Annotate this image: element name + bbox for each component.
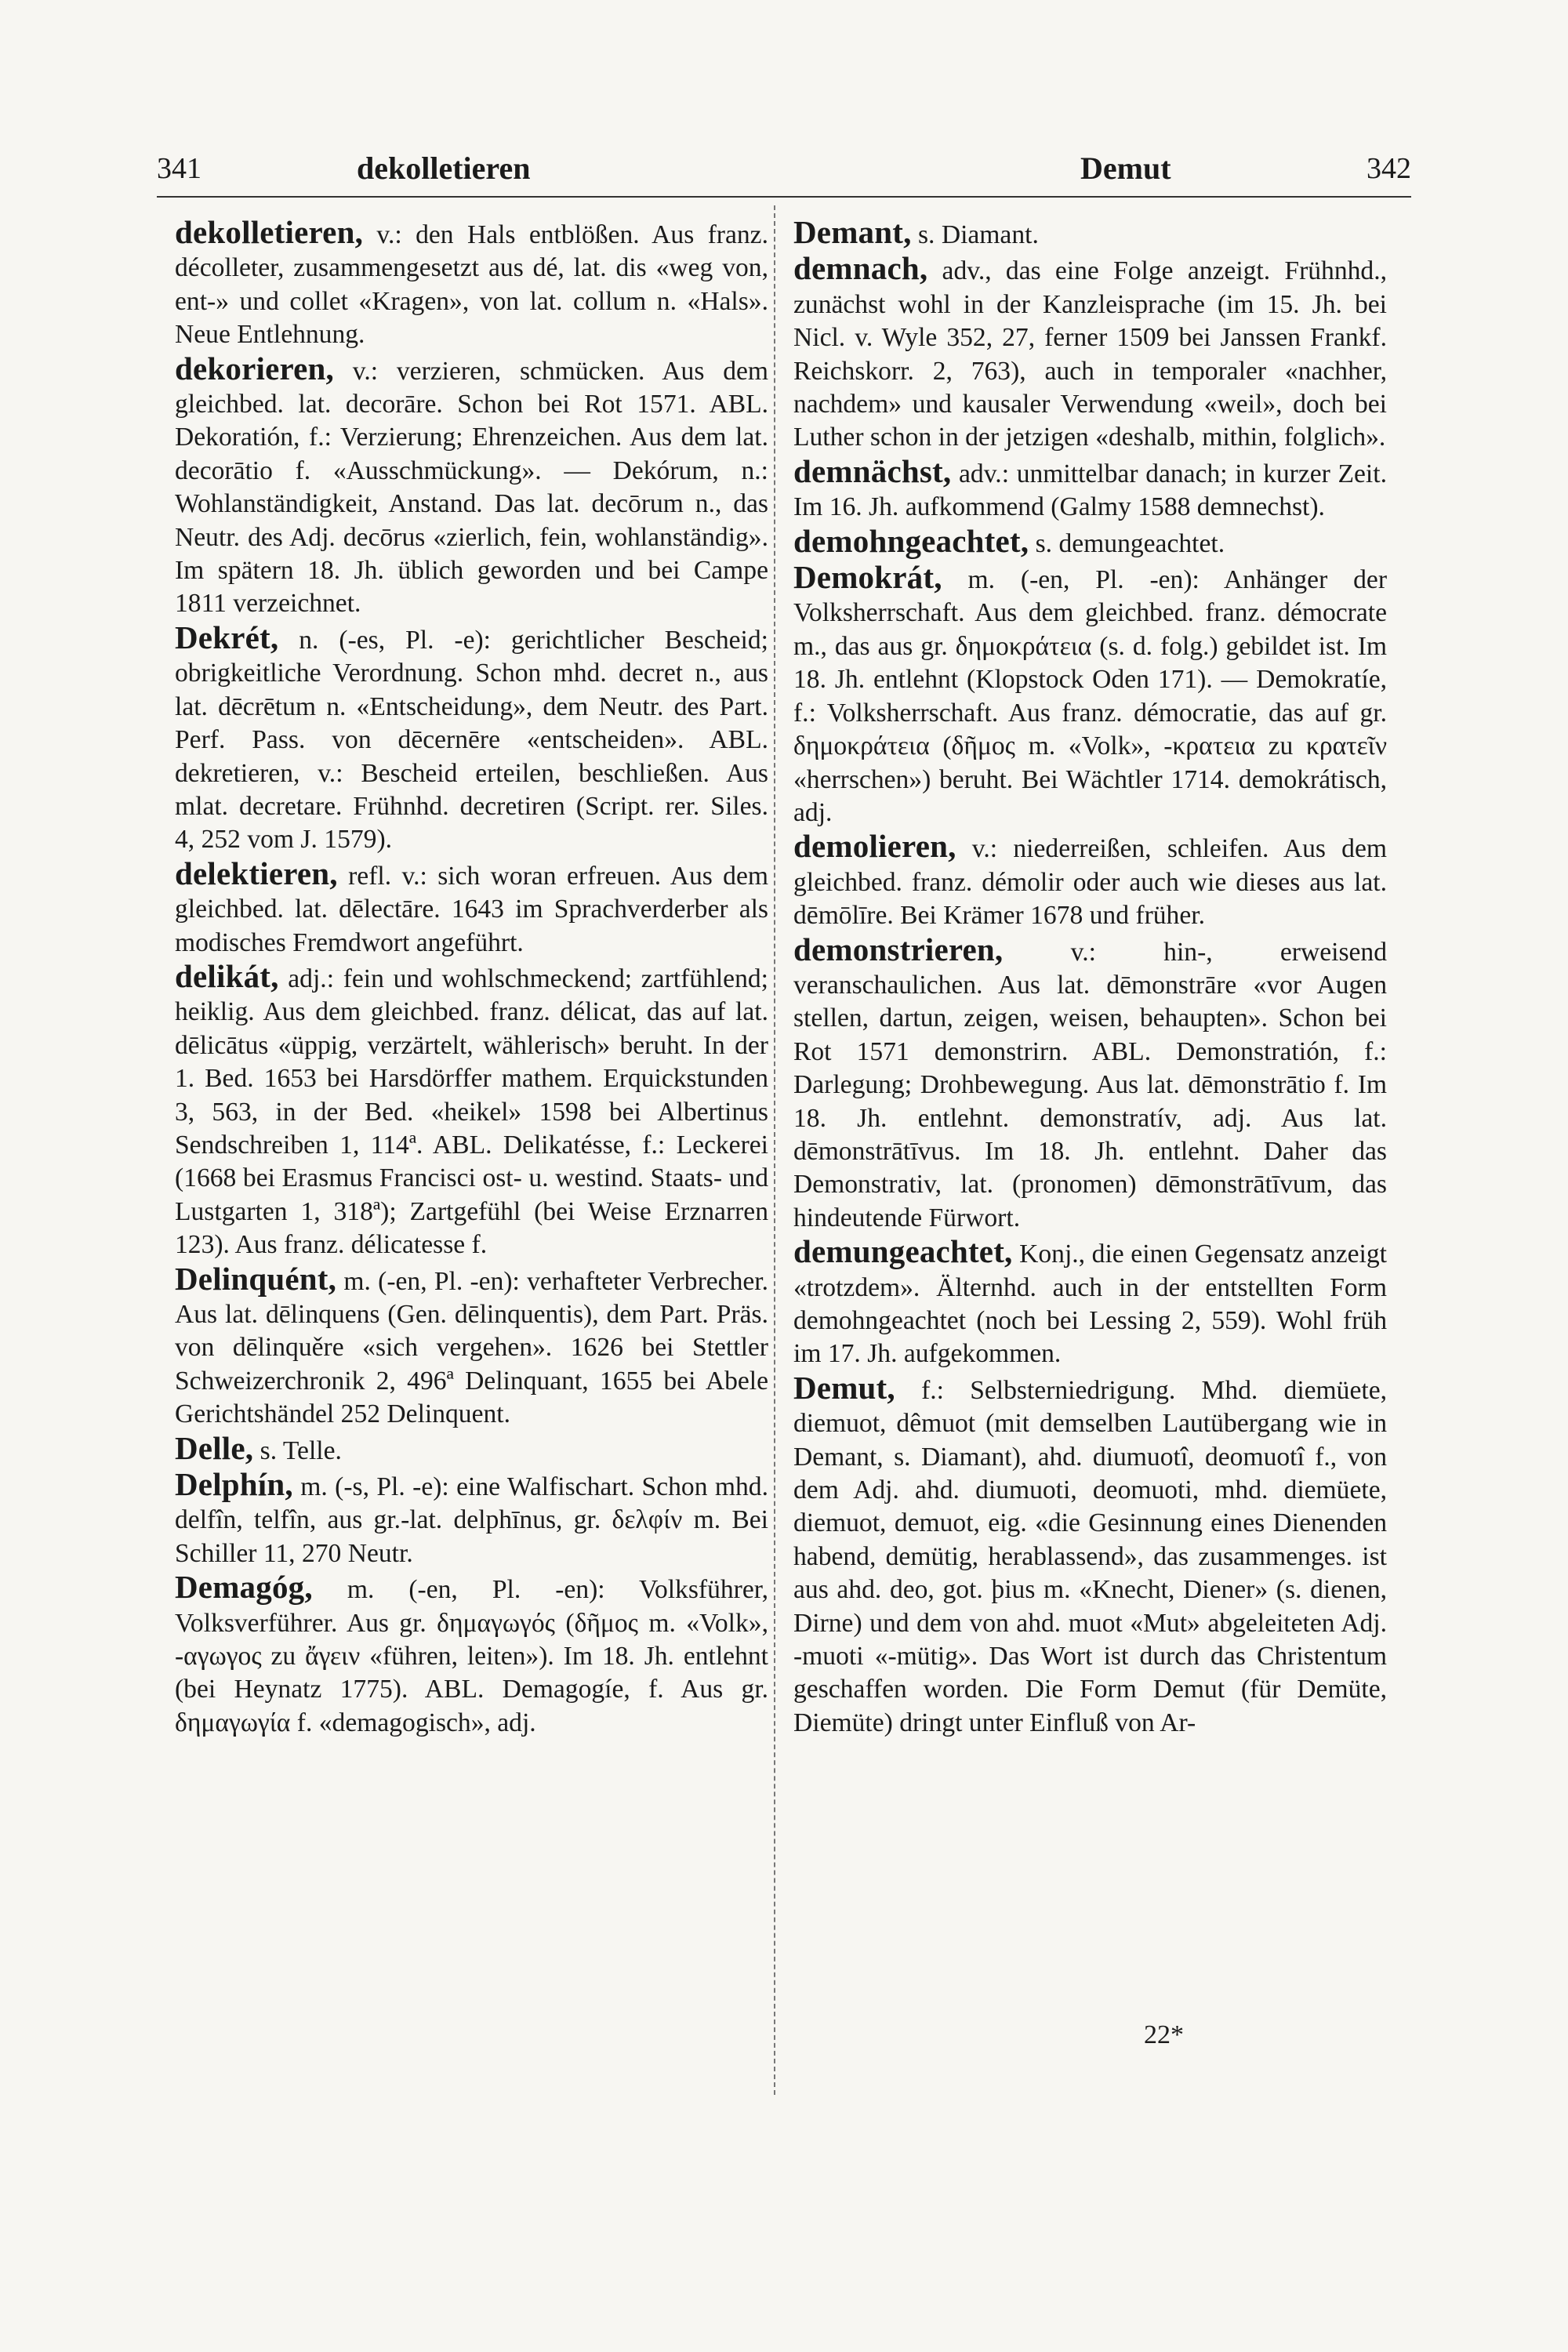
entry-text: adj.: fein und wohlschmeckend; zartfühlend; heiklig. Aus dem gleichbed. franz. délicat, das auf lat. dēlicātus «üppig, verzärtelt, wählerisch» beruht. In der 1. Bed. 1653 bei Harsdörffer mathem. Erquickstunden 3, 563, in der Bed. «heikel» 1598 bei Albertinus Sendschreiben 1, 114ª. ABL. Delikatésse, f.: Leckerei (1668 bei Erasmus Francisci ost- u. westind. Staats- und Lustgarten 1, 318ª); Zartgefühl (bei Weise Erznarren 123). Aus franz. délicatesse f. (175, 964, 768, 1260)
dictionary-entry (793, 452, 1387, 524)
dictionary-entry (793, 252, 1387, 454)
header-rule (157, 196, 1411, 198)
right-column (793, 216, 1387, 1740)
page-header (157, 149, 1411, 196)
entry-lemma: demolieren, (793, 828, 956, 865)
entry-text: v.: den Hals entblößen. Aus franz. décolleter, zusammengesetzt aus dé, lat. dis «weg von, ent-» und collet «Kragen», von lat. collum n. «Hals». Neue Entlehnung. (175, 220, 768, 350)
dictionary-entry (175, 1570, 768, 1740)
entry-text: m. (-en, Pl. -en): verhafteter Verbrecher. Aus lat. dēlinquens (Gen. dēlinquentis), dem Part. Präs. von dēlinquěre «sich vergehen». 1626 bei Stettler Schweizerchronik 2, 496ª Delinquant, 1655 bei Abele Gerichtshändel 252 Delinquent. (175, 1266, 768, 1429)
left-column (175, 216, 768, 1740)
dictionary-entry (793, 216, 1387, 252)
entry-lemma: Delinquént, (175, 1260, 337, 1297)
entry-text: n. (-es, Pl. -e): gerichtlicher Bescheid; obrigkeitliche Verordnung. Schon mhd. decret n., aus lat. dēcrētum n. «Entscheidung», dem Neutr. des Part. Perf. Pass. von dēcernēre «entscheiden». ABL. dekretieren, v.: Bescheid erteilen, beschließen. Aus mlat. decretare. Frühnhd. decretiren (Script. rer. Siles. 4, 252 vom J. 1579). (175, 625, 768, 855)
entry-text: s. Telle. (253, 1436, 342, 1465)
dictionary-entry (175, 957, 768, 1262)
entry-lemma: Demagóg, (175, 1569, 313, 1606)
entry-lemma: dekorieren, (175, 350, 334, 387)
dictionary-entry (175, 621, 768, 857)
dictionary-entry (175, 857, 768, 960)
entry-lemma: dekolletieren, (175, 214, 364, 250)
entry-text: adv.: unmittelbar danach; in kurzer Zeit. Im 16. Jh. aufkommend (Galmy 1588 demnechst). (793, 459, 1387, 522)
dictionary-entry (175, 216, 768, 352)
entry-lemma: demungeachtet, (793, 1233, 1013, 1270)
dictionary-entry (793, 933, 1387, 1236)
entry-text: s. Diamant. (911, 220, 1039, 249)
entry-text: v.: hin-, erweisend veranschaulichen. Aus lat. dēmonstrāre «vor Augen stellen, dartun, zeigen, weisen, behaupten». Schon bei Rot 1571 demonstrirn. ABL. Demonstratión, f.: Darlegung; Drohbewegung. Aus lat. dēmonstrātio f. Im 18. Jh. entlehnt. demonstratív, adj. Aus lat. dēmonstrātīvus. Im 18. Jh. entlehnt. Daher das Demonstrativ, lat. (pronomen) dēmonstrātīvum, das hindeutende Fürwort. (793, 937, 1387, 1232)
page-number-left: 341 (157, 152, 201, 185)
entry-lemma: Dekrét, (175, 619, 279, 655)
entry-lemma: demohngeachtet, (793, 522, 1029, 559)
entry-lemma: delektieren, (175, 855, 338, 891)
column-divider (774, 205, 775, 2095)
dictionary-entry (175, 1468, 768, 1570)
entry-text: adv., das eine Folge anzeigt. Frühnhd., zunächst wohl in der Kanzleisprache (im 15. Jh. bei Nicl. v. Wyle 352, 27, ferner 1509 bei Janssen Frankf. Reichskorr. 2, 763), auch in temporaler «nachher, nachdem» und kausaler Verwendung «weil», doch bei Luther schon in der jetzigen «deshalb, mithin, folglich». (793, 256, 1387, 452)
dictionary-entry (793, 829, 1387, 932)
entry-lemma: Delle, (175, 1429, 254, 1466)
running-head-left: dekolletieren (357, 151, 531, 186)
entry-lemma: delikát, (175, 957, 279, 994)
entry-lemma: demonstrieren, (793, 931, 1004, 967)
entry-lemma: Demut, (793, 1369, 895, 1406)
dictionary-entry (175, 352, 768, 621)
entry-text: m. (-s, Pl. -e): eine Walfischart. Schon mhd. delfîn, telfîn, aus gr.-lat. delphīnus, gr. δελφίν m. Bei Schiller 11, 270 Neutr. (175, 1472, 768, 1568)
dictionary-entry (793, 524, 1387, 561)
entry-text: f.: Selbsterniedrigung. Mhd. diemüete, diemuot, dêmuot (mit demselben Lautübergang wie in Demant, s. Diamant), ahd. diumuotî, deomuotî f., von dem Adj. ahd. diumuoti, deomuoti, mhd. diemüete, diemuot, demuot, eig. «die Gesinnung eines Dienenden habend, demütig, herablassend», das zusammenges. ist aus ahd. deo, got. þius m. «Knecht, Diener» (s. dienen, Dirne) und dem von ahd. muot «Mut» abgeleiteten Adj. -muoti «-mütig». Das Wort ist durch das Christentum geschaffen worden. Die Form Demut (für Demüte, Diemüte) dringt unter Einfluß von Ar- (793, 1375, 1387, 1737)
entry-lemma: Demant, (793, 214, 912, 250)
running-head-right: Demut (1080, 151, 1171, 186)
entry-lemma: demnächst, (793, 452, 952, 489)
entry-text: m. (-en, Pl. -en): Volksführer, Volksverführer. Aus gr. δημαγωγός (δῆμος m. «Volk», -αγωγος zu ἄγειν «führen, leiten»). Im 18. Jh. entlehnt (bei Heynatz 1775). ABL. Demagogíe, f. Aus gr. δημαγωγία f. «demagogisch», adj. (175, 1575, 768, 1737)
entry-text: v.: verzieren, schmücken. Aus dem gleichbed. lat. decorāre. Schon bei Rot 1571. ABL. Dekoratión, f.: Verzierung; Ehrenzeichen. Aus dem lat. decorātio f. «Ausschmückung». — Dekórum, n.: Wohlanständigkeit, Anstand. Das lat. decōrum n., das Neutr. des Adj. decōrus «zierlich, fein, wohlanständig». Im spätern 18. Jh. üblich geworden und bei Campe 1811 verzeichnet. (175, 356, 768, 619)
entry-text: s. demungeachtet. (1029, 528, 1225, 558)
entry-text: Konj., die einen Gegensatz anzeigt «trotzdem». Älternhd. auch in der entstellten Form demohngeachtet (noch bei Lessing 2, 559). Wohl früh im 17. Jh. aufgekommen. (793, 1240, 1387, 1369)
dictionary-entry (793, 1371, 1387, 1740)
entry-text: refl. v.: sich woran erfreuen. Aus dem gleichbed. lat. dēlectāre. 1643 im Sprachverderber als modisches Fremdwort angeführt. (175, 861, 768, 957)
entry-text: m. (-en, Pl. -en): Anhänger der Volksherrschaft. Aus dem gleichbed. franz. démocrate m., das aus gr. δημοκράτεια (s. d. folg.) gebildet ist. Im 18. Jh. entlehnt (Klopstock Oden 171). — Demokratíe, f.: Volksherrschaft. Aus franz. démocratie, das auf gr. δημοκράτεια (δῆμος m. «Volk», -κρατεια zu κρατεῖν «herrschen») beruht. Bei Wächtler 1714. demokrátisch, adj. (793, 565, 1387, 827)
page-number-right: 342 (1367, 152, 1411, 185)
dictionary-entry (175, 1262, 768, 1432)
dictionary-entry (175, 1429, 768, 1468)
signature-mark: 22* (1144, 2020, 1184, 2049)
dictionary-entry (793, 1235, 1387, 1371)
entry-lemma: Delphín, (175, 1466, 293, 1503)
dictionary-entry (793, 561, 1387, 829)
entry-lemma: Demokrát, (793, 559, 942, 596)
entry-text: v.: niederreißen, schleifen. Aus dem gleichbed. franz. démolir oder auch wie dieses aus lat. dēmōlīre. Bei Krämer 1678 und früher. (793, 834, 1387, 931)
entry-lemma: demnach, (793, 250, 928, 287)
